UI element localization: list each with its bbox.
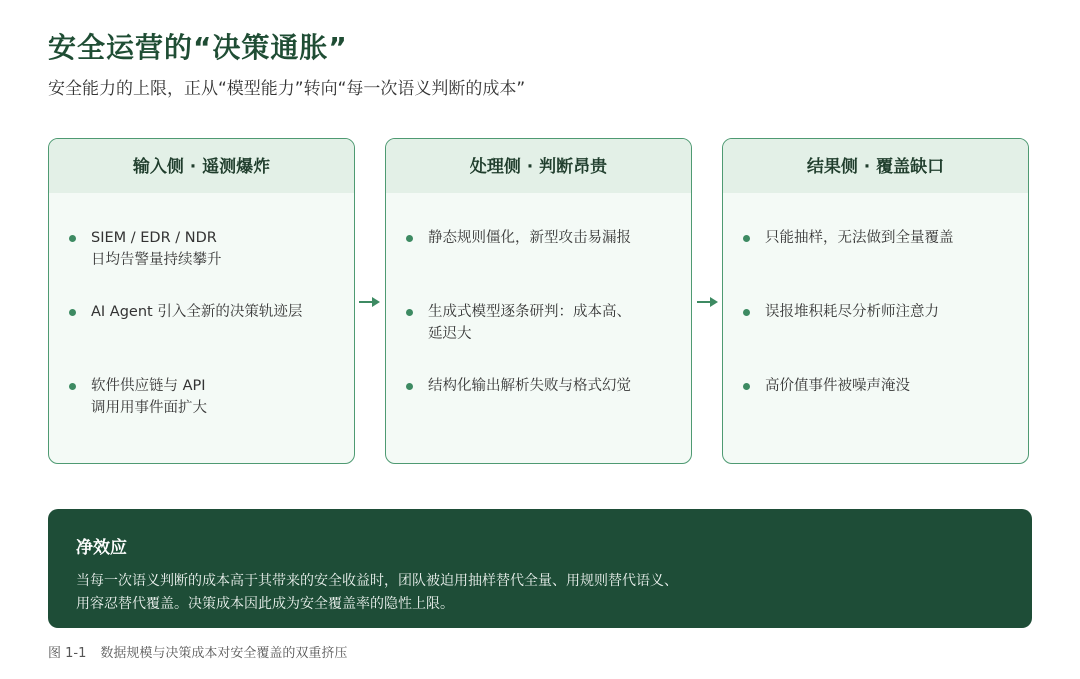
bullet-icon: [406, 383, 413, 390]
bullet-icon: [406, 309, 413, 316]
result-side-card: [722, 138, 1029, 464]
input-side-card: [48, 138, 355, 464]
list-item: [743, 375, 1016, 397]
list-item: [406, 301, 679, 345]
list-item: [406, 227, 679, 249]
list-item: [69, 227, 342, 271]
item-text: 结构化输出解析失败与格式幻觉: [428, 378, 631, 394]
list-item: [743, 227, 1016, 249]
item-text: 误报堆积耗尽分析师注意力: [765, 304, 939, 320]
item-text: 日均告警量持续攀升: [91, 252, 222, 268]
net-effect-text: 用容忍替代覆盖。决策成本因此成为安全覆盖率的隐性上限。: [76, 596, 454, 612]
net-effect-text: 当每一次语义判断的成本高于其带来的安全收益时，团队被迫用抽样替代全量、用规则替代语义、: [76, 573, 678, 589]
bullet-icon: [69, 235, 76, 242]
item-text: 软件供应链与 API: [91, 378, 206, 394]
page-subtitle: 安全能力的上限，正从“模型能力”转向“每一次语义判断的成本”: [48, 79, 526, 99]
card-list: [723, 193, 1028, 463]
bullet-icon: [743, 309, 750, 316]
card-title: 处理侧 · 判断昂贵: [386, 139, 691, 193]
item-text: SIEM / EDR / NDR: [91, 230, 217, 246]
figure-caption: [48, 642, 347, 661]
item-text: 生成式模型逐条研判：成本高、: [428, 304, 631, 320]
bullet-icon: [743, 383, 750, 390]
figure-caption-text: 数据规模与决策成本对安全覆盖的双重挤压: [100, 646, 348, 661]
card-title: 输入侧 · 遥测爆炸: [49, 139, 354, 193]
list-item: [743, 301, 1016, 323]
item-text: 只能抽样，无法做到全量覆盖: [765, 230, 954, 246]
net-effect-panel: [48, 509, 1032, 628]
bullet-icon: [406, 235, 413, 242]
item-text: 静态规则僵化，新型攻击易漏报: [428, 230, 631, 246]
processing-side-card: [385, 138, 692, 464]
item-text: 延迟大: [428, 326, 472, 342]
card-title: 结果侧 · 覆盖缺口: [723, 139, 1028, 193]
figure-number: 图 1-1: [48, 646, 87, 661]
bullet-icon: [743, 235, 750, 242]
item-text: 调用用事件面扩大: [91, 400, 207, 416]
arrow-right-icon: [359, 295, 381, 309]
net-effect-title: 净效应: [76, 538, 127, 558]
item-text: 高价值事件被噪声淹没: [765, 378, 910, 394]
item-text: AI Agent 引入全新的决策轨迹层: [91, 304, 303, 320]
card-list: [386, 193, 691, 463]
list-item: [69, 375, 342, 419]
card-list: [49, 193, 354, 463]
bullet-icon: [69, 383, 76, 390]
arrow-right-icon: [697, 295, 719, 309]
page-title: 安全运营的“决策通胀”: [48, 31, 348, 64]
list-item: [406, 375, 679, 397]
bullet-icon: [69, 309, 76, 316]
list-item: [69, 301, 342, 323]
